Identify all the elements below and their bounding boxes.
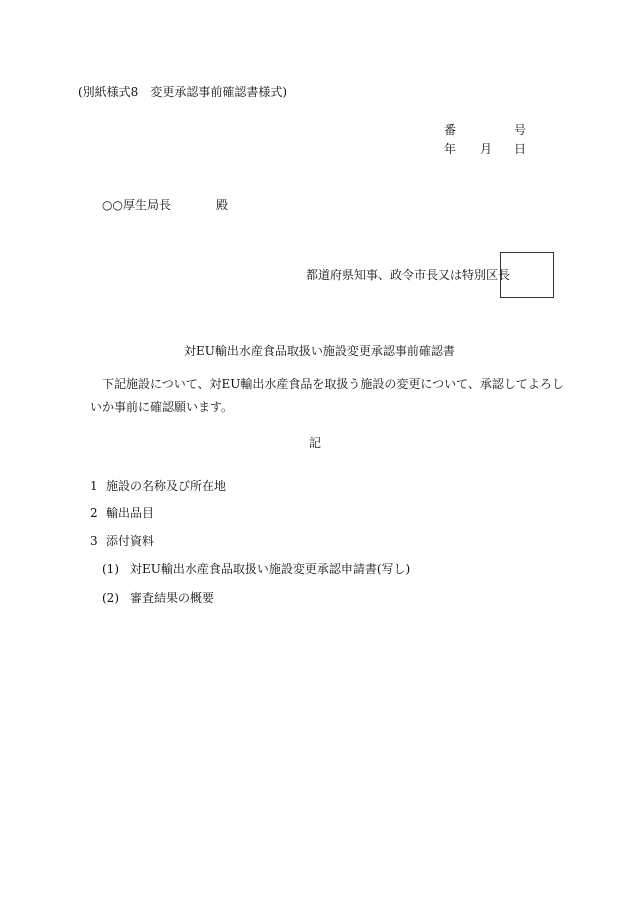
seal-box — [500, 252, 554, 298]
list-item-number: 3 — [90, 534, 98, 548]
attachment-application-copy: 対EU輸出水産食品取扱い施設変更承認申請書(写し) — [130, 562, 411, 576]
attachment-review-summary: 審査結果の概要 — [130, 591, 215, 605]
attachment-number: (2) — [102, 591, 119, 605]
list-item-facility-name: 施設の名称及び所在地 — [106, 479, 227, 493]
list-item-export-products: 輸出品目 — [106, 506, 155, 520]
date-month-label: 月 — [480, 142, 493, 156]
ki-heading: 記 — [309, 436, 322, 450]
addressee: ○○厚生局長 — [102, 198, 171, 212]
date-day-label: 日 — [514, 142, 527, 156]
document-number-suffix: 号 — [514, 123, 527, 137]
date-year-label: 年 — [444, 142, 457, 156]
issuer: 都道府県知事、政令市長又は特別区長 — [306, 268, 511, 282]
body-text-line-1: 下記施設について、対EU輸出水産食品を取扱う施設の変更について、承認してよろし — [102, 377, 564, 391]
list-item-number: 2 — [90, 506, 98, 520]
honorific: 殿 — [216, 198, 229, 212]
attachment-number: (1) — [102, 562, 119, 576]
body-text-line-2: いか事前に確認願います。 — [90, 400, 234, 414]
document-number-label: 番 — [444, 123, 457, 137]
list-item-number: 1 — [90, 479, 98, 493]
list-item-attachments: 添付資料 — [106, 534, 155, 548]
form-label: (別紙様式8 変更承認事前確認書様式) — [78, 85, 287, 99]
document-title: 対EU輸出水産食品取扱い施設変更承認事前確認書 — [184, 344, 455, 358]
